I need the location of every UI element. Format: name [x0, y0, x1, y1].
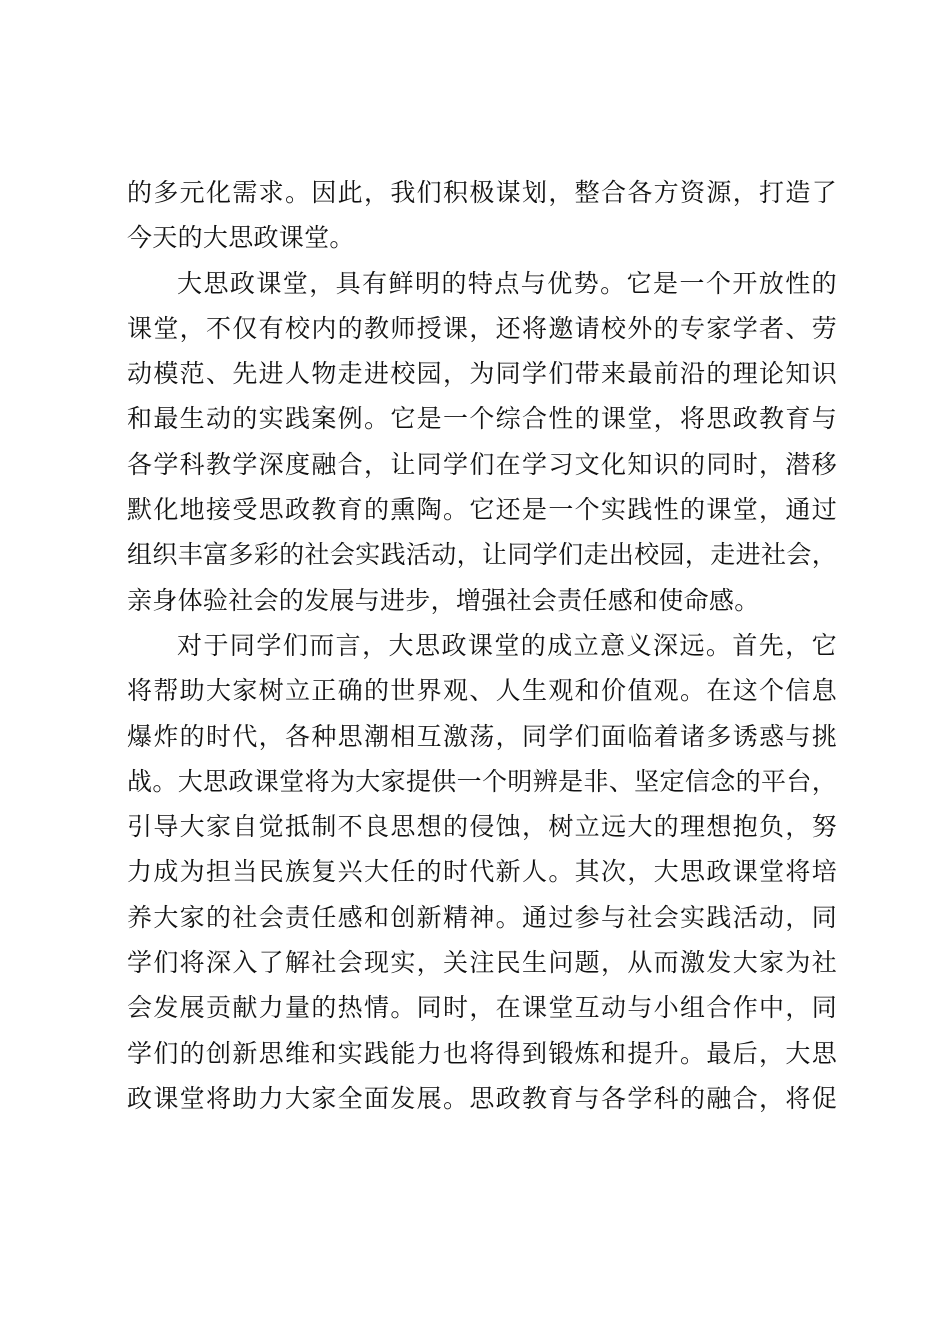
paragraph-start-line: 对于同学们而言，大思政课堂的成立意义深远。首先，它: [177, 630, 837, 660]
text-line: 战。大思政课堂将为大家提供一个明辨是非、坚定信念的平台，: [127, 766, 837, 796]
text-line: 动模范、先进人物走进校园，为同学们带来最前沿的理论知识: [127, 359, 837, 389]
text-line: 组织丰富多彩的社会实践活动，让同学们走出校园，走进社会，: [127, 540, 837, 570]
text-line: 和最生动的实践案例。它是一个综合性的课堂，将思政教育与: [127, 404, 837, 434]
text-line: 力成为担当民族复兴大任的时代新人。其次，大思政课堂将培: [127, 857, 837, 887]
text-line: 的多元化需求。因此，我们积极谋划，整合各方资源，打造了: [127, 178, 837, 207]
text-line: 会发展贡献力量的热情。同时，在课堂互动与小组合作中，同: [127, 993, 837, 1023]
text-line: 课堂，不仅有校内的教师授课，还将邀请校外的专家学者、劳: [127, 313, 837, 343]
paragraph-start-line: 大思政课堂，具有鲜明的特点与优势。它是一个开放性的: [177, 268, 837, 298]
text-line: 各学科教学深度融合，让同学们在学习文化知识的同时，潜移: [127, 449, 837, 479]
text-line: 引导大家自觉抵制不良思想的侵蚀，树立远大的理想抱负，努: [127, 812, 837, 842]
text-line: 今天的大思政课堂。: [127, 223, 355, 253]
text-line: 默化地接受思政教育的熏陶。它还是一个实践性的课堂，通过: [127, 495, 837, 525]
text-line: 学们的创新思维和实践能力也将得到锻炼和提升。最后，大思: [127, 1038, 837, 1068]
text-line: 养大家的社会责任感和创新精神。通过参与社会实践活动，同: [127, 902, 837, 932]
text-line: 将帮助大家树立正确的世界观、人生观和价值观。在这个信息: [127, 676, 837, 706]
text-line: 学们将深入了解社会现实，关注民生问题，从而激发大家为社: [127, 948, 837, 978]
text-line: 亲身体验社会的发展与进步，增强社会责任感和使命感。: [127, 585, 760, 615]
body-text: [127, 170, 837, 1121]
text-line: 爆炸的时代，各种思潮相互激荡，同学们面临着诸多诱惑与挑: [127, 721, 837, 751]
text-line: 政课堂将助力大家全面发展。思政教育与各学科的融合，将促: [127, 1083, 837, 1113]
